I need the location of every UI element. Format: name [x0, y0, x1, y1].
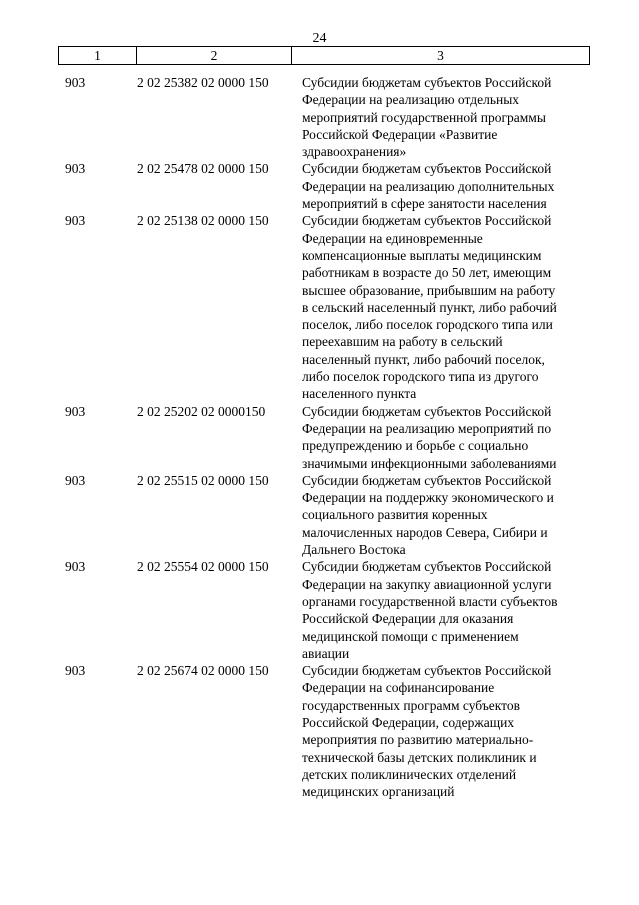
description-line: малочисленных народов Севера, Сибири и — [302, 524, 548, 540]
budget-classification-code: 2 02 25554 02 0000 150 — [137, 559, 269, 575]
table-row — [0, 558, 639, 662]
description-line: Субсидии бюджетам субъектов Российской — [302, 663, 552, 679]
description-line: медицинских организаций — [302, 784, 455, 800]
income-description — [302, 472, 598, 558]
description-line: Федерации на софинансирование — [302, 680, 495, 696]
table-row — [0, 662, 639, 800]
table-row — [0, 403, 639, 472]
income-description — [302, 212, 598, 402]
description-line: Субсидии бюджетам субъектов Российской — [302, 75, 552, 90]
column-header-row — [59, 47, 590, 65]
description-line: Федерации на реализацию дополнительных — [302, 178, 555, 194]
description-line: Федерации на реализацию отдельных — [302, 92, 520, 108]
description-line: Федерации на закупку авиационной услуги — [302, 576, 552, 592]
budget-classification-code: 2 02 25478 02 0000 150 — [137, 161, 269, 177]
income-description — [302, 403, 598, 472]
description-line: Федерации на поддержку экономического и — [302, 490, 554, 506]
budget-classification-code: 2 02 25515 02 0000 150 — [137, 472, 269, 488]
description-line: Федерации на реализацию мероприятий по — [302, 420, 552, 436]
description-line: компенсационные выплаты медицинским — [302, 247, 542, 263]
description-line: работникам в возрасте до 50 лет, имеющим — [302, 265, 552, 281]
admin-code: 903 — [65, 472, 86, 488]
description-line: Субсидии бюджетам субъектов Российской — [302, 472, 552, 488]
description-line: Российской Федерации для оказания — [302, 611, 514, 627]
description-line: здравоохранения» — [302, 144, 407, 160]
budget-classification-code: 2 02 25674 02 0000 150 — [137, 663, 269, 679]
admin-code: 903 — [65, 663, 86, 679]
income-description — [302, 74, 598, 160]
description-line: государственных программ субъектов — [302, 697, 521, 713]
description-line: Субсидии бюджетам субъектов Российской — [302, 559, 552, 575]
admin-code: 903 — [65, 213, 86, 229]
description-line: мероприятий в сфере занятости населения — [302, 196, 547, 212]
description-line: медицинской помощи с применением — [302, 628, 519, 644]
description-line: в сельский населенный пункт, либо рабочий — [302, 299, 557, 315]
table-row — [0, 212, 639, 402]
budget-classification-code: 2 02 25138 02 0000 150 — [137, 213, 269, 229]
admin-code: 903 — [65, 559, 86, 575]
description-line: авиации — [302, 645, 350, 661]
description-line: мероприятий государственной программы — [302, 109, 546, 125]
description-line: населенного пункта — [302, 386, 417, 402]
description-line: Дальнего Востока — [302, 542, 406, 558]
description-line: Российской Федерации, содержащих — [302, 714, 515, 730]
budget-classification-code: 2 02 25202 02 0000150 — [137, 403, 266, 419]
description-line: технической базы детских поликлиник и — [302, 749, 537, 765]
description-line: населенный пункт, либо рабочий поселок, — [302, 351, 545, 367]
income-description — [302, 558, 598, 662]
description-line: высшее образование, прибывшим на работу — [302, 282, 556, 298]
description-line: предупреждению и борьбе с социально — [302, 438, 529, 454]
table-row — [0, 74, 639, 160]
description-line: либо поселок городского типа из другого — [302, 369, 539, 385]
admin-code: 903 — [65, 75, 86, 90]
income-description — [302, 662, 598, 800]
admin-code: 903 — [65, 403, 86, 419]
table-row — [0, 472, 639, 558]
description-line: переехавшим на работу в сельский — [302, 334, 503, 350]
document-table-body — [0, 74, 639, 800]
description-line: Субсидии бюджетам субъектов Российской — [302, 403, 552, 419]
column-header-3: 3 — [292, 47, 590, 65]
admin-code: 903 — [65, 161, 86, 177]
description-line: органами государственной власти субъектов — [302, 593, 558, 609]
column-header-table — [58, 46, 590, 65]
column-header-1: 1 — [59, 47, 137, 65]
income-description — [302, 160, 598, 212]
page-number: 24 — [312, 31, 327, 46]
description-line: поселок, либо поселок городского типа или — [302, 317, 553, 333]
description-line: значимыми инфекционными заболеваниями — [302, 455, 557, 471]
description-line: мероприятия по развитию материально- — [302, 732, 534, 748]
description-line: Субсидии бюджетам субъектов Российской — [302, 213, 552, 229]
description-line: Федерации на единовременные — [302, 230, 483, 246]
column-header-2: 2 — [137, 47, 292, 65]
table-row — [0, 160, 639, 212]
description-line: социального развития коренных — [302, 507, 488, 523]
budget-classification-code: 2 02 25382 02 0000 150 — [137, 75, 269, 90]
description-line: Субсидии бюджетам субъектов Российской — [302, 161, 552, 177]
description-line: Российской Федерации «Развитие — [302, 126, 498, 142]
description-line: детских поликлинических отделений — [302, 766, 517, 782]
